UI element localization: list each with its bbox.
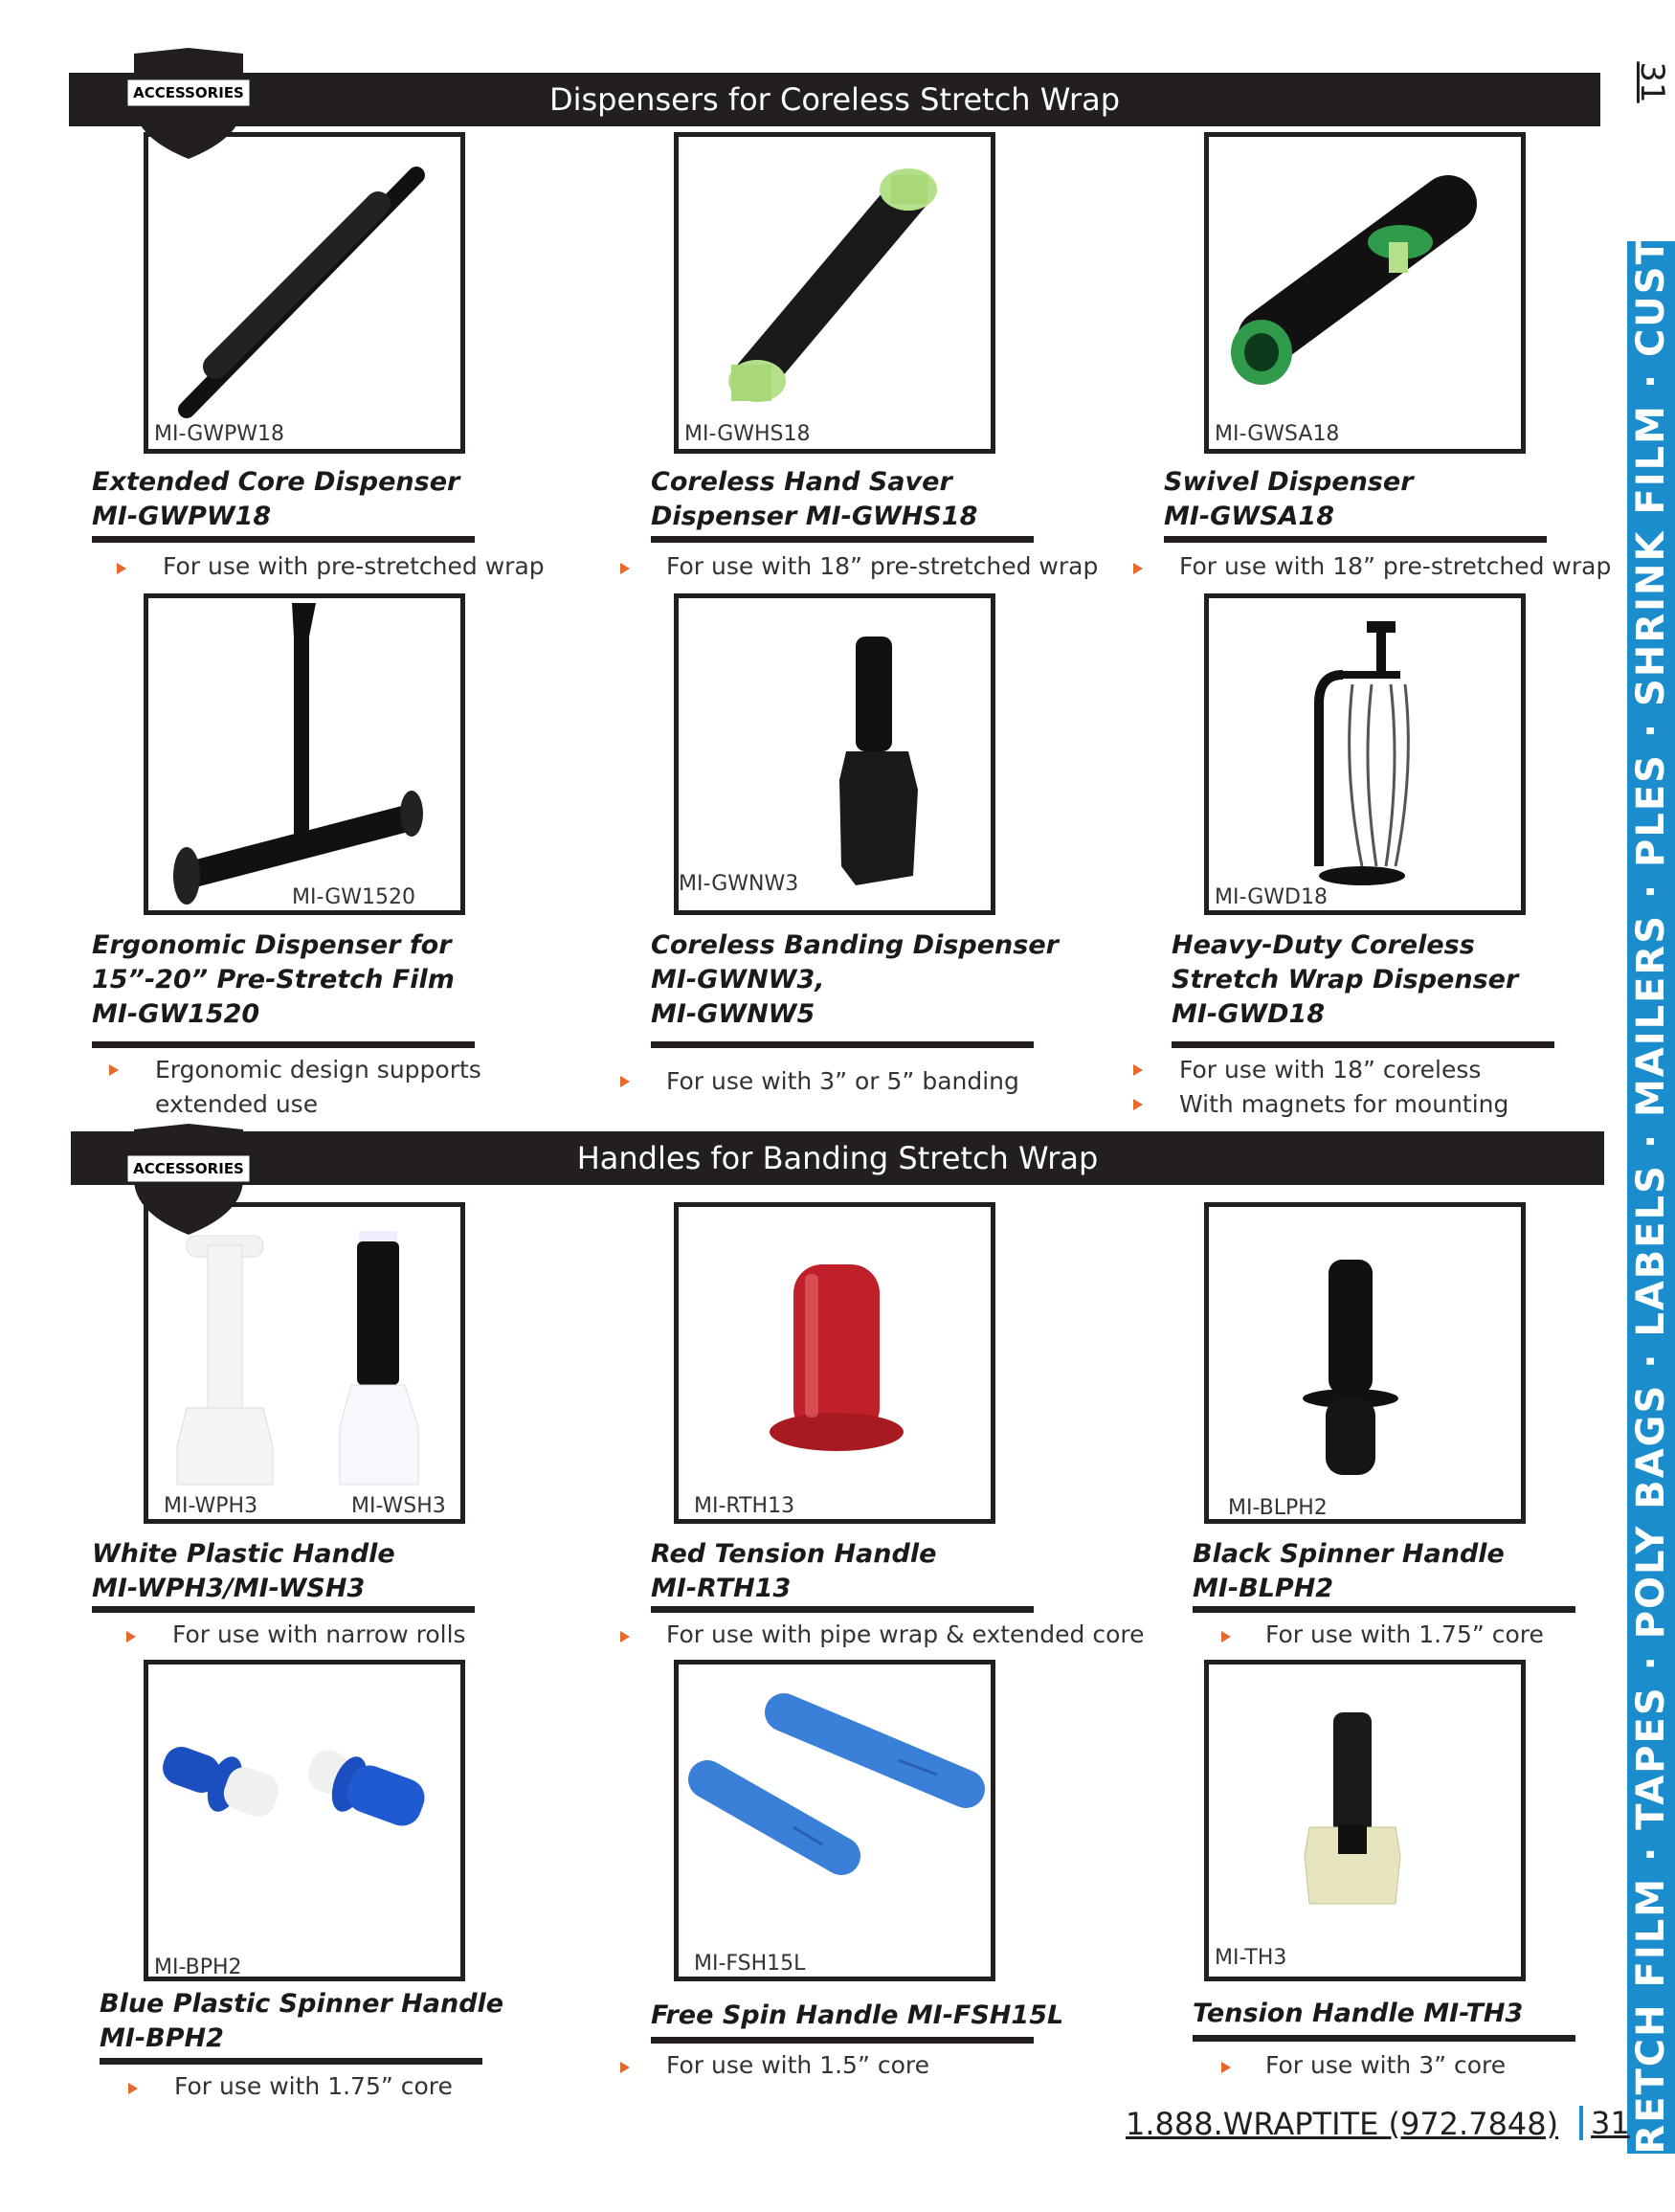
- divider: [92, 1606, 475, 1613]
- bullet-arrow-icon: [1221, 1631, 1231, 1642]
- product-code-label: MI-GWD18: [1215, 885, 1328, 909]
- bullet-arrow-icon: [620, 1631, 630, 1642]
- bullet-arrow-icon: [1133, 1064, 1143, 1076]
- product-image-frame: [1204, 593, 1526, 915]
- product-code-label: MI-GW1520: [292, 885, 416, 909]
- product-title: Black Spinner Handle MI-BLPH2: [1193, 1539, 1505, 1603]
- heavy-duty-dispenser-image: [1209, 598, 1521, 910]
- bullet-arrow-icon: [126, 1631, 136, 1642]
- divider: [1193, 2035, 1575, 2042]
- product-bullet: For use with 1.5” core: [666, 2051, 929, 2079]
- product-title: Free Spin Handle MI-FSH15L: [651, 2000, 1064, 2030]
- divider: [100, 2058, 482, 2065]
- section-header-handles: [71, 1131, 1604, 1185]
- divider: [1193, 1606, 1575, 1613]
- white-plastic-handle-image: [148, 1207, 460, 1519]
- phone-number[interactable]: 1.888.WRAPTITE (972.7848): [1126, 2106, 1559, 2142]
- product-code-label: MI-RTH13: [694, 1494, 795, 1518]
- product-image-frame: [144, 1660, 465, 1981]
- product-code-label: MI-BLPH2: [1228, 1496, 1328, 1520]
- product-image-frame: [144, 1202, 465, 1524]
- product-bullet: For use with pipe wrap & extended core: [666, 1620, 1145, 1648]
- product-bullet: For use with 3” core: [1265, 2051, 1507, 2079]
- badge-label: ACCESSORIES: [133, 1160, 244, 1177]
- product-title: Coreless Banding Dispenser MI-GWNW3, MI-GWNW5: [651, 930, 1059, 1029]
- product-bullet: For use with narrow rolls: [172, 1620, 466, 1648]
- product-bullet: For use with 3” or 5” banding: [666, 1067, 1019, 1095]
- divider: [651, 536, 1034, 543]
- product-bullet: For use with 18” pre-stretched wrap: [666, 552, 1099, 580]
- divider: [651, 1041, 1034, 1048]
- product-title: Swivel Dispenser MI-GWSA18: [1164, 467, 1414, 531]
- product-image-frame: [674, 132, 995, 454]
- product-code-label: MI-TH3: [1215, 1946, 1287, 1970]
- product-bullet: For use with 1.75” core: [1265, 1620, 1544, 1648]
- product-code-label: MI-WPH3: [164, 1494, 258, 1518]
- product-title: White Plastic Handle MI-WPH3/MI-WSH3: [92, 1539, 395, 1603]
- ergonomic-dispenser-image: [148, 598, 460, 910]
- product-code-label: MI-GWPW18: [154, 422, 285, 446]
- bullet-arrow-icon: [128, 2083, 138, 2094]
- extended-core-dispenser-image: [148, 137, 460, 449]
- product-code-label: MI-GWHS18: [684, 422, 811, 446]
- section-title: Handles for Banding Stretch Wrap: [576, 1140, 1099, 1176]
- product-image-frame: [1204, 1202, 1526, 1524]
- product-bullet: For use with 1.75” core: [174, 2072, 453, 2100]
- swivel-dispenser-image: [1209, 137, 1521, 449]
- divider: [92, 1041, 475, 1048]
- page-number-bottom: 31: [1579, 2106, 1630, 2140]
- product-title: Heavy-Duty Coreless Stretch Wrap Dispenser MI-GWD18: [1172, 930, 1519, 1029]
- product-title: Ergonomic Dispenser for 15”-20” Pre-Stretch Film MI-GW1520: [92, 930, 455, 1029]
- divider: [651, 2037, 1034, 2044]
- banding-dispenser-image: [679, 598, 991, 910]
- divider: [92, 536, 475, 543]
- product-title: Blue Plastic Spinner Handle MI-BPH2: [100, 1989, 504, 2053]
- divider: [651, 1606, 1034, 1613]
- bullet-arrow-icon: [620, 2062, 630, 2073]
- product-title: Red Tension Handle MI-RTH13: [651, 1539, 937, 1603]
- bullet-arrow-icon: [1133, 1099, 1143, 1110]
- bullet-arrow-icon: [1133, 563, 1143, 574]
- product-image-frame: [1204, 132, 1526, 454]
- product-image-frame: [1204, 1660, 1526, 1981]
- product-code-label: MI-GWSA18: [1215, 422, 1340, 446]
- bullet-arrow-icon: [117, 563, 126, 574]
- divider: [1164, 536, 1547, 543]
- product-image-frame: [144, 132, 465, 454]
- bullet-arrow-icon: [109, 1064, 119, 1076]
- sidebar-categories-text: STRETCH FILM · TAPES · POLY BAGS · LABELS · MAILERS · PLES · SHRINK FILM · CUSTOM: [1629, 162, 1673, 2212]
- free-spin-handle-image: [679, 1665, 991, 1977]
- product-image-frame: [674, 1202, 995, 1524]
- badge-label: ACCESSORIES: [133, 84, 244, 101]
- hand-saver-dispenser-image: [679, 137, 991, 449]
- product-code-label: MI-GWNW3: [679, 872, 799, 896]
- tension-handle-image: [1209, 1665, 1521, 1977]
- product-bullet: For use with 18” pre-stretched wrap: [1179, 552, 1612, 580]
- black-spinner-handle-image: [1209, 1207, 1521, 1519]
- product-image-frame: [674, 593, 995, 915]
- product-title: Tension Handle MI-TH3: [1193, 1999, 1524, 2028]
- product-bullet: For use with pre-stretched wrap: [163, 552, 545, 580]
- product-title: Extended Core Dispenser MI-GWPW18: [92, 467, 460, 531]
- blue-plastic-spinner-handle-image: [148, 1665, 460, 1977]
- bullet-arrow-icon: [1221, 2062, 1231, 2073]
- page-number-top: 31: [1633, 61, 1671, 103]
- bullet-arrow-icon: [620, 1076, 630, 1087]
- product-title: Coreless Hand Saver Dispenser MI-GWHS18: [651, 467, 978, 531]
- section-header-dispensers: [69, 73, 1600, 126]
- bullet-arrow-icon: [620, 563, 630, 574]
- divider: [1172, 1041, 1554, 1048]
- red-tension-handle-image: [679, 1207, 991, 1519]
- section-title: Dispensers for Coreless Stretch Wrap: [548, 81, 1121, 118]
- product-bullet: For use with 18” coreless: [1179, 1056, 1482, 1084]
- product-code-label: MI-WSH3: [351, 1494, 446, 1518]
- product-bullet: Ergonomic design supports extended use: [155, 1056, 481, 1118]
- product-bullet: With magnets for mounting: [1179, 1090, 1509, 1118]
- product-code-label: MI-FSH15L: [694, 1952, 806, 1976]
- product-code-label: MI-BPH2: [154, 1955, 242, 1979]
- product-image-frame: [144, 593, 465, 915]
- product-image-frame: [674, 1660, 995, 1981]
